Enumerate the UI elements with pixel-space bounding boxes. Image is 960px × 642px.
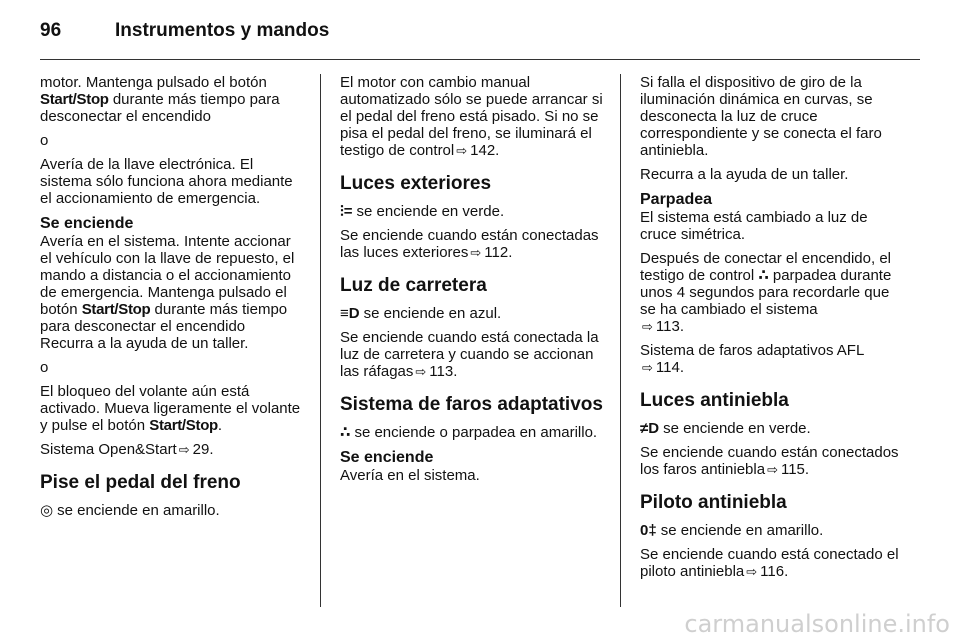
page-ref-icon: ⇨ bbox=[642, 360, 653, 375]
page-ref-icon: ⇨ bbox=[470, 245, 482, 260]
section-heading: Piloto antiniebla bbox=[640, 492, 787, 513]
section-heading: Pise el pedal del freno bbox=[40, 472, 241, 493]
start-stop-label: Start/Stop bbox=[40, 91, 109, 108]
brake-warning-icon: ◎ bbox=[40, 502, 54, 519]
exterior-lights-icon: ⫶= bbox=[340, 203, 353, 220]
subheading: Parpadea bbox=[640, 191, 713, 208]
text: Se enciende cuando están conectadas las luces exteriores bbox=[340, 227, 599, 261]
page-ref-icon: ⇨ bbox=[767, 462, 778, 477]
text: durante más tiempo para desconectar el encendido bbox=[40, 91, 280, 125]
text: Después de conectar el encendido, el testigo de control bbox=[640, 250, 892, 284]
column-divider bbox=[620, 74, 621, 607]
paragraph bbox=[40, 233, 302, 352]
text: se enciende en verde. bbox=[663, 420, 811, 437]
start-stop-label: Start/Stop bbox=[149, 417, 218, 434]
paragraph: o bbox=[40, 132, 49, 149]
column-1 bbox=[40, 74, 302, 526]
paragraph bbox=[40, 441, 302, 458]
watermark: carmanualsonline.info bbox=[684, 610, 950, 638]
page-number: 96 bbox=[40, 20, 62, 41]
paragraph bbox=[340, 329, 603, 380]
text: Se enciende cuando está conectada la luz de carretera y cuando se accionan las ráfagas bbox=[340, 329, 599, 380]
page-ref: 29. bbox=[192, 441, 214, 458]
paragraph bbox=[40, 502, 302, 519]
page-ref-icon: ⇨ bbox=[178, 442, 190, 457]
page-ref: 142. bbox=[470, 142, 500, 159]
text: El motor con cambio manual automatizado sólo se puede arrancar si el pedal del freno está pisado. Si no se pisa el pedal del freno, se iluminará el testigo de control bbox=[340, 74, 603, 159]
rear-fog-icon: 0‡ bbox=[640, 522, 657, 539]
paragraph bbox=[640, 420, 902, 437]
text: El bloqueo del volante aún está activado. Mueva ligeramente el volante y pulse el botón bbox=[40, 383, 301, 434]
text: Sistema de faros adaptativos AFL bbox=[640, 342, 865, 359]
paragraph bbox=[340, 305, 603, 322]
paragraph: o bbox=[40, 359, 49, 376]
page-ref: 113. bbox=[655, 318, 684, 335]
text: . bbox=[217, 417, 223, 434]
paragraph bbox=[340, 74, 603, 159]
page-ref: 112. bbox=[484, 244, 513, 261]
text: se enciende en azul. bbox=[363, 305, 502, 322]
text: motor. Mantenga pulsado el botón bbox=[40, 74, 267, 91]
section-heading: Luces antiniebla bbox=[640, 390, 789, 411]
page-ref: 114. bbox=[655, 359, 684, 376]
section-heading: Luz de carretera bbox=[340, 275, 487, 296]
paragraph bbox=[640, 522, 902, 539]
page-ref: 113. bbox=[429, 363, 458, 380]
text: se enciende en amarillo. bbox=[57, 502, 220, 519]
paragraph bbox=[640, 444, 902, 478]
text: parpadea durante unos 4 segundos para recordarle que se ha cambiado el sistema bbox=[640, 267, 892, 318]
subheading: Se enciende bbox=[340, 449, 434, 466]
control-lamp-icon: ∴ bbox=[758, 267, 769, 284]
column-2 bbox=[340, 74, 603, 491]
fog-lights-icon: ≠D bbox=[640, 420, 660, 437]
paragraph bbox=[640, 250, 902, 335]
paragraph bbox=[340, 424, 603, 441]
paragraph bbox=[340, 227, 603, 261]
paragraph bbox=[40, 74, 302, 125]
page-title: Instrumentos y mandos bbox=[115, 20, 330, 41]
text: se enciende en amarillo. bbox=[660, 522, 824, 539]
text: Se enciende cuando están conectados los faros antiniebla bbox=[640, 444, 899, 478]
text: Se enciende cuando está conectado el piloto antiniebla bbox=[640, 546, 899, 580]
paragraph: Avería en el sistema. bbox=[340, 467, 480, 484]
header-divider bbox=[40, 59, 920, 60]
paragraph: Recurra a la ayuda de un taller. bbox=[640, 166, 849, 183]
text: se enciende en verde. bbox=[356, 203, 505, 220]
text: durante más tiempo para desconectar el encendido Recurra a la ayuda de un taller. bbox=[40, 301, 288, 352]
paragraph bbox=[640, 342, 902, 376]
text: se enciende o parpadea en amarillo. bbox=[354, 424, 598, 441]
page-header bbox=[40, 18, 920, 48]
high-beam-icon: ≡D bbox=[340, 305, 360, 322]
page-ref-icon: ⇨ bbox=[746, 564, 758, 579]
section-heading: Luces exteriores bbox=[340, 173, 492, 194]
text: Sistema Open&Start bbox=[40, 441, 177, 458]
column-3 bbox=[640, 74, 902, 587]
page-ref: 115. bbox=[780, 461, 810, 478]
column-divider bbox=[320, 74, 321, 607]
section-heading: Sistema de faros adaptativos bbox=[340, 394, 603, 415]
paragraph bbox=[40, 383, 302, 434]
text: Avería en el sistema. Intente accionar el vehículo con la llave de repuesto, el mando a distancia o el accionamiento de emergencia. Mantenga pulsado el botón bbox=[40, 233, 295, 318]
paragraph: El sistema está cambiado a luz de cruce simétrica. bbox=[640, 209, 868, 243]
paragraph: Si falla el dispositivo de giro de la iluminación dinámica en curvas, se desconecta la luz de cruce correspondiente y se conecta el faro antiniebla. bbox=[640, 74, 882, 159]
page-ref: 116. bbox=[760, 563, 789, 580]
start-stop-label: Start/Stop bbox=[81, 301, 151, 318]
paragraph: Avería de la llave electrónica. El sistema sólo funciona ahora mediante el accionamiento de emergencia. bbox=[40, 156, 293, 207]
page-ref-icon: ⇨ bbox=[415, 364, 427, 379]
paragraph bbox=[340, 203, 603, 220]
paragraph bbox=[640, 546, 902, 580]
adaptive-lights-icon: ∴ bbox=[340, 424, 351, 441]
page-ref-icon: ⇨ bbox=[456, 143, 468, 158]
subheading: Se enciende bbox=[40, 215, 134, 232]
page-ref-icon: ⇨ bbox=[642, 319, 653, 334]
